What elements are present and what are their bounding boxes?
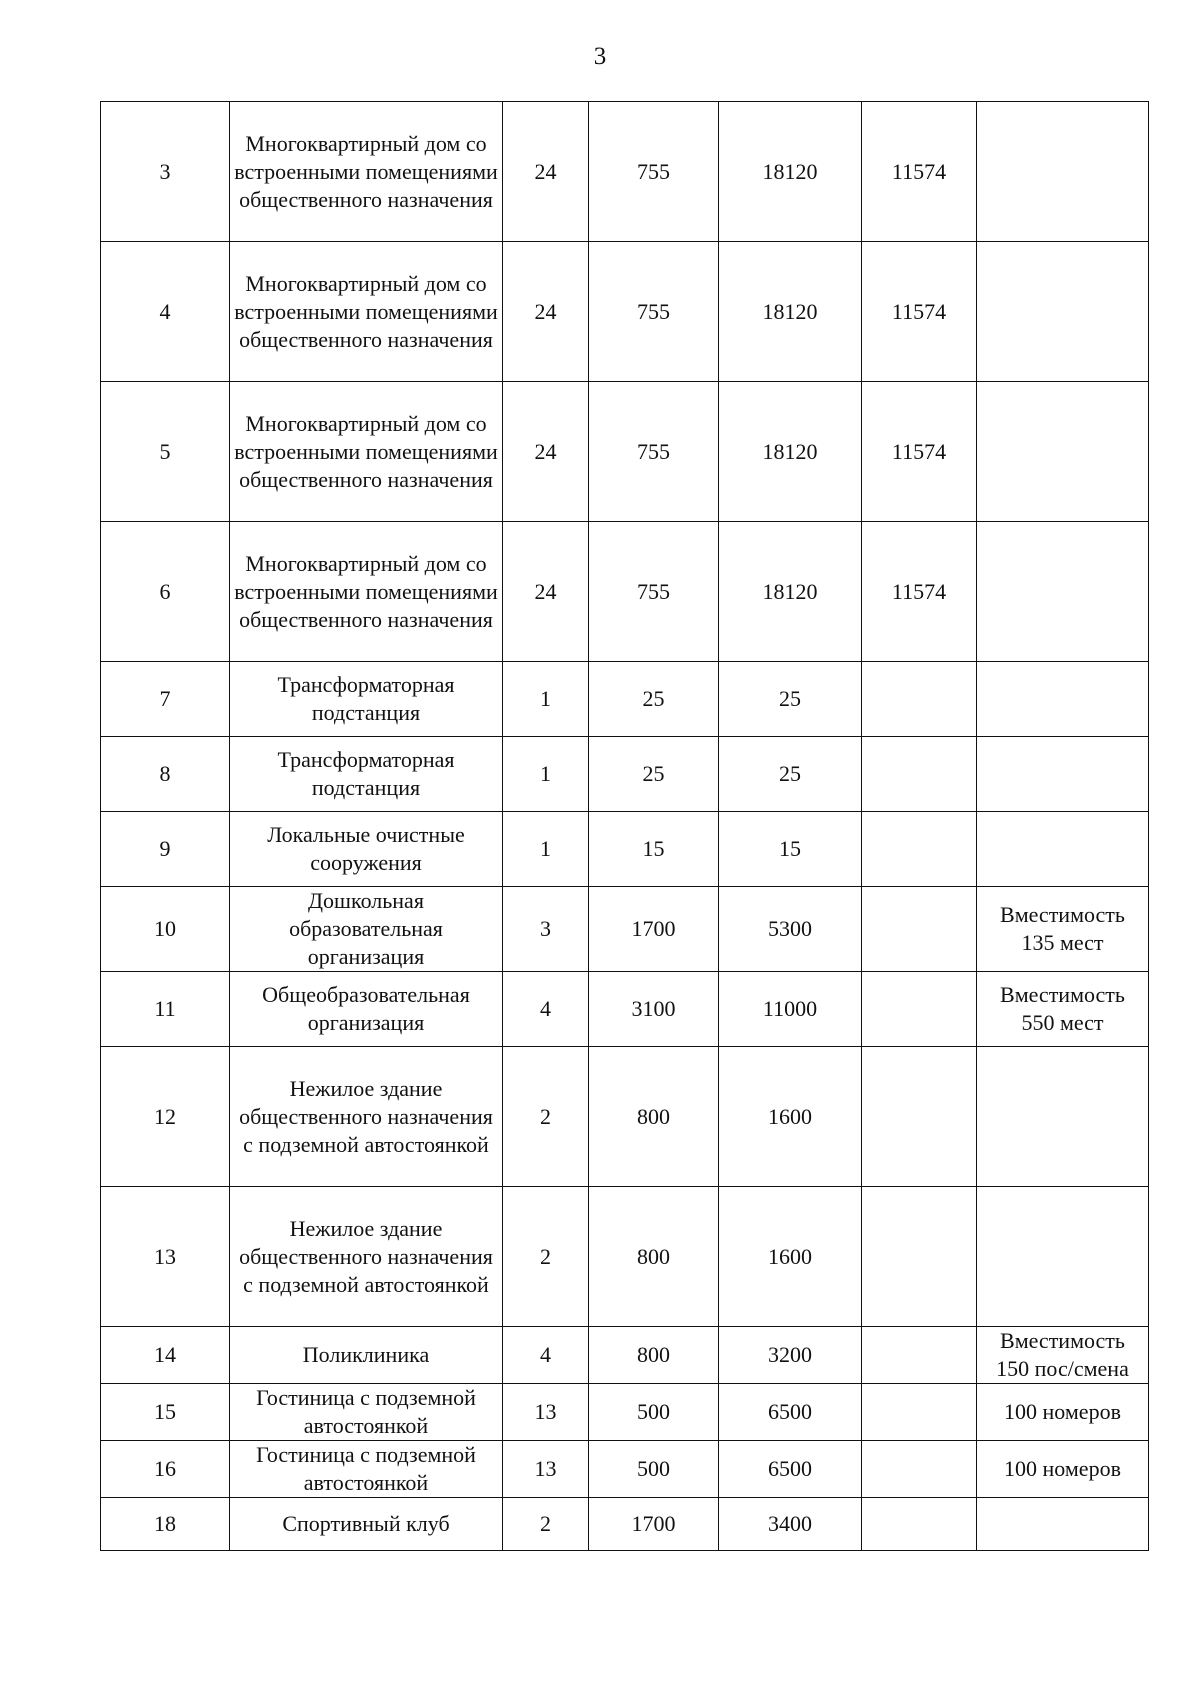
cell-building-area: 25 xyxy=(589,737,719,812)
table-row xyxy=(101,1498,1149,1551)
cell-building-area: 3100 xyxy=(589,972,719,1047)
cell-floors-count: 1 xyxy=(503,737,589,812)
cell-row-number: 4 xyxy=(101,242,230,382)
table-row xyxy=(101,1441,1149,1498)
cell-building-area: 15 xyxy=(589,812,719,887)
table-row xyxy=(101,382,1149,522)
cell-floors-count: 2 xyxy=(503,1498,589,1551)
cell-living-area: 11574 xyxy=(862,102,977,242)
cell-total-area: 11000 xyxy=(719,972,862,1047)
table-row xyxy=(101,1047,1149,1187)
cell-building-area: 755 xyxy=(589,242,719,382)
cell-living-area: 11574 xyxy=(862,522,977,662)
cell-floors-count: 2 xyxy=(503,1187,589,1327)
cell-living-area xyxy=(862,812,977,887)
cell-object-name: Нежилое здание общественного назначения с подземной автостоянкой xyxy=(230,1047,503,1187)
cell-object-name: Гостиница с подземной автостоянкой xyxy=(230,1441,503,1498)
cell-row-number: 10 xyxy=(101,887,230,972)
cell-floors-count: 2 xyxy=(503,1047,589,1187)
cell-floors-count: 24 xyxy=(503,382,589,522)
cell-object-name: Общеобразовательная организация xyxy=(230,972,503,1047)
table-row xyxy=(101,737,1149,812)
table-row xyxy=(101,887,1149,972)
cell-note xyxy=(977,1187,1149,1327)
cell-living-area xyxy=(862,1327,977,1384)
cell-total-area: 25 xyxy=(719,662,862,737)
cell-row-number: 7 xyxy=(101,662,230,737)
cell-object-name: Локальные очистные сооружения xyxy=(230,812,503,887)
cell-row-number: 18 xyxy=(101,1498,230,1551)
cell-note xyxy=(977,662,1149,737)
cell-living-area xyxy=(862,1498,977,1551)
cell-note xyxy=(977,382,1149,522)
table-row xyxy=(101,662,1149,737)
cell-living-area xyxy=(862,737,977,812)
cell-building-area: 1700 xyxy=(589,887,719,972)
cell-floors-count: 3 xyxy=(503,887,589,972)
cell-living-area: 11574 xyxy=(862,382,977,522)
cell-total-area: 18120 xyxy=(719,382,862,522)
cell-row-number: 8 xyxy=(101,737,230,812)
cell-note xyxy=(977,102,1149,242)
cell-note xyxy=(977,1498,1149,1551)
cell-total-area: 1600 xyxy=(719,1047,862,1187)
cell-note xyxy=(977,737,1149,812)
cell-object-name: Многоквартирный дом со встроенными помещениями общественного назначения xyxy=(230,102,503,242)
cell-object-name: Многоквартирный дом со встроенными помещениями общественного назначения xyxy=(230,382,503,522)
table-row xyxy=(101,1187,1149,1327)
cell-row-number: 3 xyxy=(101,102,230,242)
cell-note: Вместимость 150 пос/смена xyxy=(977,1327,1149,1384)
cell-living-area xyxy=(862,887,977,972)
cell-row-number: 15 xyxy=(101,1384,230,1441)
cell-total-area: 3400 xyxy=(719,1498,862,1551)
cell-floors-count: 24 xyxy=(503,522,589,662)
cell-building-area: 500 xyxy=(589,1441,719,1498)
cell-floors-count: 24 xyxy=(503,242,589,382)
cell-total-area: 6500 xyxy=(719,1441,862,1498)
cell-total-area: 18120 xyxy=(719,102,862,242)
cell-living-area xyxy=(862,1187,977,1327)
cell-floors-count: 1 xyxy=(503,812,589,887)
cell-total-area: 18120 xyxy=(719,522,862,662)
cell-note xyxy=(977,522,1149,662)
cell-row-number: 14 xyxy=(101,1327,230,1384)
cell-building-area: 800 xyxy=(589,1187,719,1327)
cell-floors-count: 13 xyxy=(503,1441,589,1498)
cell-total-area: 3200 xyxy=(719,1327,862,1384)
cell-note: 100 номеров xyxy=(977,1384,1149,1441)
cell-object-name: Многоквартирный дом со встроенными помещениями общественного назначения xyxy=(230,242,503,382)
cell-note xyxy=(977,1047,1149,1187)
cell-living-area xyxy=(862,1441,977,1498)
buildings-table xyxy=(100,101,1149,1551)
cell-building-area: 755 xyxy=(589,102,719,242)
cell-building-area: 755 xyxy=(589,382,719,522)
table-row xyxy=(101,1327,1149,1384)
cell-building-area: 1700 xyxy=(589,1498,719,1551)
cell-building-area: 500 xyxy=(589,1384,719,1441)
cell-row-number: 6 xyxy=(101,522,230,662)
cell-object-name: Спортивный клуб xyxy=(230,1498,503,1551)
cell-floors-count: 24 xyxy=(503,102,589,242)
cell-row-number: 16 xyxy=(101,1441,230,1498)
cell-building-area: 755 xyxy=(589,522,719,662)
cell-living-area xyxy=(862,1384,977,1441)
cell-object-name: Поликлиника xyxy=(230,1327,503,1384)
table-row xyxy=(101,102,1149,242)
cell-total-area: 1600 xyxy=(719,1187,862,1327)
cell-total-area: 18120 xyxy=(719,242,862,382)
page-number: 3 xyxy=(593,43,607,70)
cell-building-area: 25 xyxy=(589,662,719,737)
cell-row-number: 9 xyxy=(101,812,230,887)
cell-floors-count: 4 xyxy=(503,1327,589,1384)
cell-object-name: Многоквартирный дом со встроенными помещениями общественного назначения xyxy=(230,522,503,662)
cell-building-area: 800 xyxy=(589,1047,719,1187)
table-row xyxy=(101,522,1149,662)
cell-floors-count: 13 xyxy=(503,1384,589,1441)
cell-living-area xyxy=(862,662,977,737)
cell-floors-count: 4 xyxy=(503,972,589,1047)
cell-floors-count: 1 xyxy=(503,662,589,737)
cell-living-area: 11574 xyxy=(862,242,977,382)
table-row xyxy=(101,1384,1149,1441)
cell-note xyxy=(977,812,1149,887)
cell-row-number: 13 xyxy=(101,1187,230,1327)
cell-object-name: Гостиница с подземной автостоянкой xyxy=(230,1384,503,1441)
cell-row-number: 12 xyxy=(101,1047,230,1187)
cell-total-area: 5300 xyxy=(719,887,862,972)
cell-note: 100 номеров xyxy=(977,1441,1149,1498)
cell-total-area: 6500 xyxy=(719,1384,862,1441)
cell-building-area: 800 xyxy=(589,1327,719,1384)
table-row xyxy=(101,242,1149,382)
cell-living-area xyxy=(862,972,977,1047)
cell-total-area: 25 xyxy=(719,737,862,812)
table-body xyxy=(101,102,1149,1551)
cell-object-name: Трансформаторная подстанция xyxy=(230,737,503,812)
cell-total-area: 15 xyxy=(719,812,862,887)
table-row xyxy=(101,812,1149,887)
cell-living-area xyxy=(862,1047,977,1187)
cell-object-name: Трансформаторная подстанция xyxy=(230,662,503,737)
cell-note: Вместимость 550 мест xyxy=(977,972,1149,1047)
cell-note xyxy=(977,242,1149,382)
cell-note: Вместимость 135 мест xyxy=(977,887,1149,972)
cell-object-name: Дошкольная образовательная организация xyxy=(230,887,503,972)
cell-object-name: Нежилое здание общественного назначения с подземной автостоянкой xyxy=(230,1187,503,1327)
table-row xyxy=(101,972,1149,1047)
cell-row-number: 5 xyxy=(101,382,230,522)
cell-row-number: 11 xyxy=(101,972,230,1047)
